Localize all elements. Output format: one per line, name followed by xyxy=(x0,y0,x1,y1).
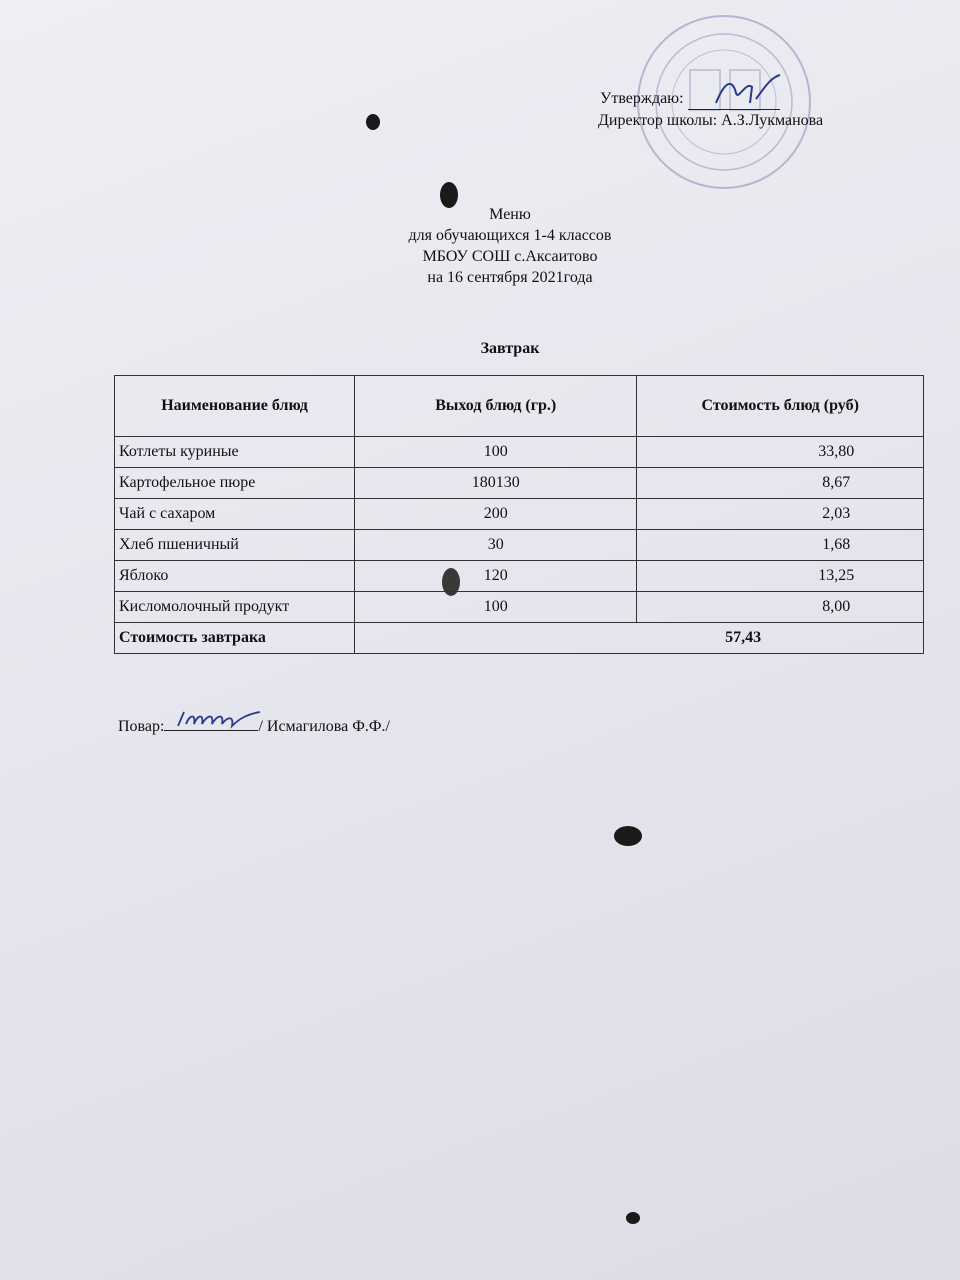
director-line: Директор школы: А.З.Лукманова xyxy=(598,112,824,129)
header-dish-name: Наименование блюд xyxy=(115,376,355,437)
cook-name: / Исмагилова Ф.Ф./ xyxy=(258,718,390,735)
table-row xyxy=(115,468,924,499)
dish-cost: 2,03 xyxy=(637,499,924,530)
cook-signature xyxy=(164,716,258,731)
dish-cost: 1,68 xyxy=(637,530,924,561)
dish-yield: 200 xyxy=(355,499,637,530)
dish-yield: 100 xyxy=(355,437,637,468)
table-header-row xyxy=(115,376,924,437)
dish-cost: 33,80 xyxy=(637,437,924,468)
dish-yield: 30 xyxy=(355,530,637,561)
dish-name: Картофельное пюре xyxy=(115,468,355,499)
table-row xyxy=(115,499,924,530)
dish-yield: 100 xyxy=(355,592,637,623)
table-row xyxy=(115,561,924,592)
title-line-1: Меню xyxy=(489,206,531,223)
dish-name: Хлеб пшеничный xyxy=(115,530,355,561)
title-line-3: МБОУ СОШ с.Аксаитово xyxy=(422,248,598,265)
approve-label: Утверждаю: xyxy=(600,90,684,107)
table-row xyxy=(115,592,924,623)
dish-cost: 8,67 xyxy=(637,468,924,499)
cook-signature-block xyxy=(118,716,390,736)
dish-yield: 180130 xyxy=(355,468,637,499)
dish-name: Чай с сахаром xyxy=(115,499,355,530)
dish-name: Яблоко xyxy=(115,561,355,592)
dish-cost: 13,25 xyxy=(637,561,924,592)
director-signature xyxy=(688,95,780,110)
ink-blot xyxy=(626,1212,640,1224)
ink-blot xyxy=(366,114,380,130)
dish-name: Кисломолочный продукт xyxy=(115,592,355,623)
title-line-4: на 16 сентября 2021года xyxy=(427,269,593,286)
total-row xyxy=(115,623,924,654)
dish-cost: 8,00 xyxy=(637,592,924,623)
total-label: Стоимость завтрака xyxy=(115,623,355,654)
title-line-2: для обучающихся 1-4 классов xyxy=(408,227,612,244)
dish-yield: 120 xyxy=(355,561,637,592)
ink-blot xyxy=(614,826,642,846)
table-row xyxy=(115,530,924,561)
dish-name: Котлеты куриные xyxy=(115,437,355,468)
menu-title-block xyxy=(330,204,690,288)
header-cost: Стоимость блюд (руб) xyxy=(637,376,924,437)
cook-label: Повар: xyxy=(118,718,165,735)
table-row xyxy=(115,437,924,468)
approval-block xyxy=(598,88,823,132)
meal-title: Завтрак xyxy=(480,340,540,357)
menu-table xyxy=(114,375,924,654)
header-yield: Выход блюд (гр.) xyxy=(355,376,637,437)
total-value: 57,43 xyxy=(355,623,924,654)
